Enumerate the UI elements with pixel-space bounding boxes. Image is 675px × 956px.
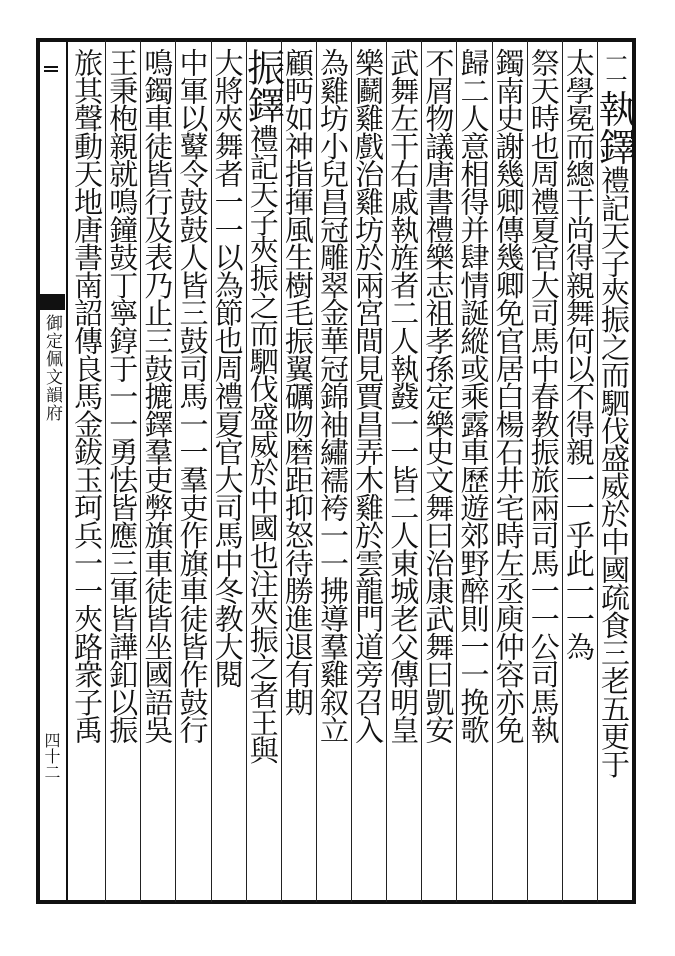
- text-column: [387, 48, 420, 743]
- fishtail-mark: [39, 294, 65, 310]
- text-column: [106, 48, 139, 743]
- column-text: 為雞坊小兒昌冠雕翠金華冠錦袖繡襦袴一一拂導羣雞叙立: [316, 48, 350, 744]
- text-column: [352, 48, 385, 743]
- column-text: 旅其聲動天地唐書南詔傳良馬金鈸玉珂兵一一夾路衆子禹: [70, 48, 105, 744]
- column-text: 祭天時也周禮夏官大司馬中春教振旅兩司馬一一公司馬執: [526, 48, 561, 744]
- column-rule: [386, 40, 387, 902]
- column-text: 王秉枹親就鳴鐘鼓丁寧錞于一一勇怯皆應三軍皆譁釦以振: [105, 48, 140, 744]
- margin-tick: [44, 66, 58, 68]
- column-text: 鳴鐲車徒皆行及表乃止三鼓摝鐸羣吏弊旗車徒皆坐國語吳: [140, 48, 175, 744]
- column-text: 顧眄如神指揮風生樹毛振翼礪吻磨距抑怒待勝進退有期: [280, 48, 315, 716]
- column-rule: [105, 40, 106, 902]
- column-text: 樂鬬雞戲治雞坊於兩宮間見賈昌弄木雞於雲龍門道旁召入: [351, 48, 386, 744]
- margin-title: 御定佩文韻府: [42, 314, 62, 422]
- text-column: [240, 48, 285, 764]
- text-column: [563, 48, 596, 660]
- column-rule: [527, 40, 528, 902]
- text-column: [71, 48, 104, 743]
- text-column: [282, 48, 315, 715]
- entry-headword: 執鐸: [592, 89, 636, 166]
- column-rule: [140, 40, 141, 902]
- text-column: [317, 48, 350, 743]
- column-text: 大將夾舞者一一以為節也周禮夏官大司馬中冬教大閱: [210, 48, 245, 688]
- column-rule: [597, 40, 598, 902]
- column-text: 武舞左干右戚執旌者二人執鼗一一皆二人東城老父傳明皇: [386, 48, 421, 744]
- column-rule: [456, 40, 457, 902]
- column-text: 鐲南史謝幾卿傳幾卿免官居白楊石井宅時左丞庾仲容亦免: [491, 48, 526, 744]
- column-text: 禮記天子夾振之而駟伐盛威於中國也注夾振之者王與: [245, 124, 280, 764]
- column-text: 中軍以鼙令鼓鼓人皆三鼓司馬一一羣吏作旗車徒皆作鼓行: [175, 48, 210, 744]
- margin-tick: [44, 70, 58, 72]
- column-rule: [421, 40, 422, 902]
- column-rule: [211, 40, 212, 902]
- text-column: [493, 48, 526, 743]
- text-column: [457, 48, 490, 743]
- entry-headword: 振鐸: [240, 48, 285, 124]
- text-column: [528, 48, 561, 743]
- column-rule: [351, 40, 352, 902]
- text-column: [176, 48, 209, 743]
- column-rule: [316, 40, 317, 902]
- text-column: [212, 48, 245, 687]
- column-rule: [492, 40, 493, 902]
- column-text: 禮記天子夾振之而駟伐盛威於中國疏食三老五更于: [597, 165, 631, 778]
- column-rule: [562, 40, 563, 902]
- column-rule: [246, 40, 247, 902]
- repeat-mark: 一一: [602, 48, 627, 90]
- text-column: [422, 48, 455, 743]
- text-column: [592, 48, 636, 778]
- column-rule: [281, 40, 282, 902]
- column-text: 歸二人意相得并肆情誕縱或乘露車歷遊郊野醉則一一挽歌: [456, 48, 491, 744]
- column-rule: [175, 40, 176, 902]
- page-number: 四十二: [42, 732, 61, 780]
- text-column: [141, 48, 174, 743]
- column-text: 不屑物議唐書禮樂志祖孝孫定樂史文舞曰治康武舞曰凱安: [421, 48, 456, 744]
- column-text: 太學冕而總干尚得親舞何以不得親一一乎此一一為: [561, 48, 596, 660]
